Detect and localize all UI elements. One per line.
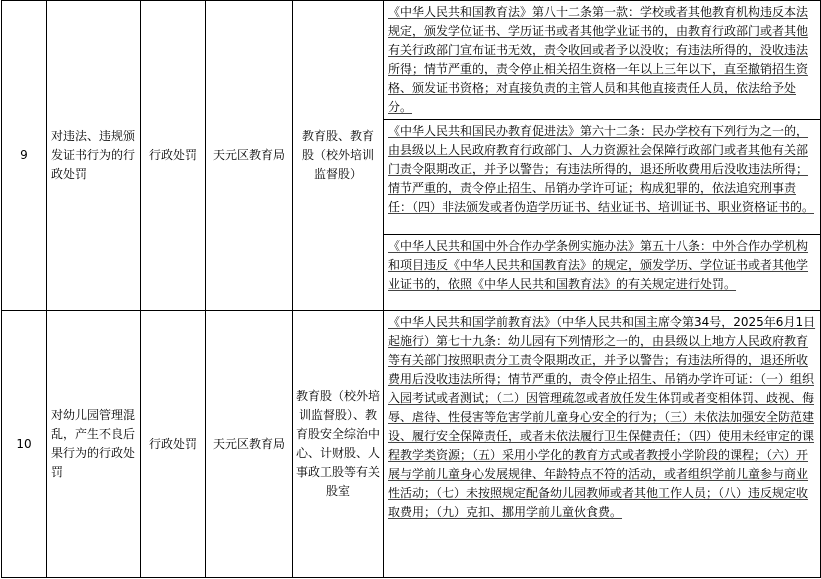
table-row (2, 311, 821, 578)
legal-basis-text: 《中华人民共和国中外合作办学条例实施办法》第五十八条：中外合作办学机构和项目违反《中华人民共和国教育法》的规定，颁发学历、学位证书或者其他学业证书的，依照《中华人民共和国教育法》的有关规定进行处罚。 (388, 239, 809, 291)
item-name: 对幼儿园管理混乱，产生不良后果行为的行政处罚 (47, 311, 141, 578)
penalty-table (1, 0, 821, 578)
legal-basis-cell (384, 311, 821, 578)
row-number: 10 (2, 311, 47, 578)
row-number: 9 (2, 1, 47, 311)
department: 教育股、教育股（校外培训监督股） (293, 1, 384, 311)
legal-basis-text: 《中华人民共和国教育法》第八十二条第一款：学校或者其他教育机构违反本法规定，颁发学位证书、学历证书或者其他学业证书的，由教育行政部门或者其他有关行政部门宣布证书无效，责令收回或者予以没收；有违法所得的，没收违法所得；情节严重的，责令停止相关招生资格一年以上三年以下，直至撤销招生资格、颁发证书资格；对直接负责的主管人员和其他直接责任人员，依法给予处分。 (388, 5, 809, 114)
agency: 天元区教育局 (206, 1, 293, 311)
item-type: 行政处罚 (141, 311, 206, 578)
legal-basis-cell (384, 120, 821, 235)
legal-basis-text: 《中华人民共和国民办教育促进法》第六十二条：民办学校有下列行为之一的，由县级以上人民政府教育行政部门、人力资源社会保障行政部门或者其他有关部门责令限期改正，并予以警告；有违法所得的，退还所收费用后没收违法所得；情节严重的，责令停止招生、吊销办学许可证；构成犯罪的，依法追究刑事责任：（四）非法颁发或者伪造学历证书、结业证书、培训证书、职业资格证书的。 (388, 124, 815, 214)
item-name: 对违法、违规颁发证书行为的行政处罚 (47, 1, 141, 311)
table-row (2, 1, 821, 120)
agency: 天元区教育局 (206, 311, 293, 578)
department: 教育股（校外培训监督股）、教育股安全综治中心、计财股、人事政工股等有关股室 (293, 311, 384, 578)
legal-basis-cell (384, 235, 821, 311)
item-type: 行政处罚 (141, 1, 206, 311)
legal-basis-cell (384, 1, 821, 120)
legal-basis-text: 《中华人民共和国学前教育法》（中华人民共和国主席令第34号，2025年6月1日起施行）第七十九条：幼儿园有下列情形之一的，由县级以上地方人民政府教育等有关部门按照职责分工责令限期改正，并予以警告；有违法所得的，退还所收费用后没收违法所得；情节严重的，责令停止招生、吊销办学许可证：（一）组织入园考试或者测试；（二）因管理疏忽或者放任发生体罚或者变相体罚、歧视、侮辱、虐待、性侵害等危害学前儿童身心安全的行为；（三）未依法加强安全防范建设、履行安全保障责任，或者未依法履行卫生保健责任；（四）使用未经审定的课程教学类资源；（五）采用小学化的教育方式或者教授小学阶段的课程；（六）开展与学前儿童身心发展规律、年龄特点不符的活动，或者组织学前儿童参与商业性活动；（七）未按照规定配备幼儿园教师或者其他工作人员；（八）违反规定收取费用；（九）克扣、挪用学前儿童伙食费。 (388, 315, 816, 519)
